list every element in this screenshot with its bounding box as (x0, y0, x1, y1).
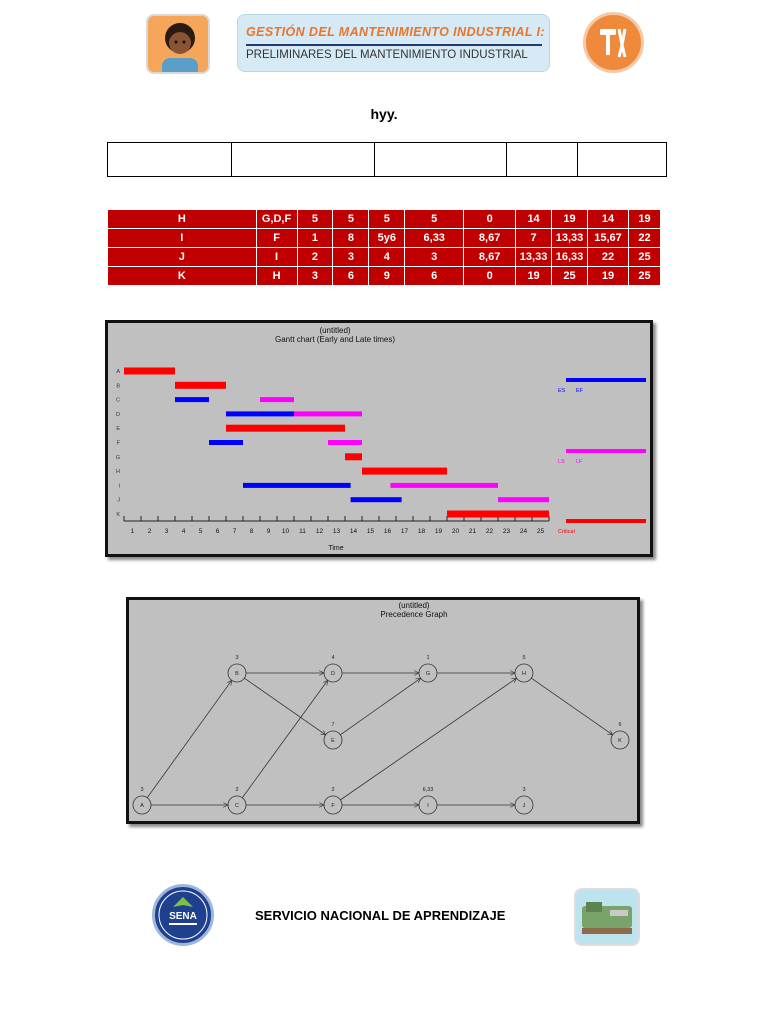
student-avatar-icon (146, 14, 210, 74)
precedence-edge (340, 678, 420, 735)
gantt-x-tick-label: 2 (147, 528, 152, 535)
gantt-bar-i (390, 483, 498, 488)
gantt-x-tick-label: 6 (215, 528, 220, 535)
table-cell: 25 (552, 267, 588, 286)
table-cell: 22 (588, 248, 629, 267)
gantt-x-tick-label: 1 (130, 528, 135, 535)
gantt-bar-c (175, 397, 209, 402)
gantt-subtitle: Gantt chart (Early and Late times) (274, 335, 396, 344)
gantt-bar-j (351, 497, 402, 502)
table-cell: K (108, 267, 257, 286)
sena-logo-icon (152, 884, 214, 946)
gantt-bar-a (124, 368, 175, 375)
activity-table (107, 209, 661, 286)
precedence-node-duration: 5 (522, 655, 526, 661)
gantt-x-tick-label: 7 (232, 528, 237, 535)
table-cell: 25 (628, 248, 660, 267)
precedence-node-label: C (235, 803, 239, 809)
precedence-node-duration: 3 (522, 787, 526, 793)
banner-divider (246, 44, 542, 46)
gantt-x-tick-label: 23 (502, 528, 511, 535)
table-cell: H (256, 267, 297, 286)
precedence-title: (untitled) (398, 601, 430, 610)
gantt-x-tick-label: 12 (315, 528, 324, 535)
precedence-node-duration: 6,33 (422, 787, 434, 793)
table-cell: 14 (516, 210, 552, 229)
lathe-machine-icon (574, 888, 640, 946)
table-cell (374, 143, 507, 177)
precedence-edge (340, 678, 516, 800)
table-row (108, 229, 661, 248)
gantt-x-tick-label: 17 (400, 528, 409, 535)
table-cell: 13,33 (552, 229, 588, 248)
table-cell (231, 143, 374, 177)
gantt-x-tick-label: 14 (349, 528, 358, 535)
gantt-x-tick-label: 22 (485, 528, 494, 535)
gantt-bar-d (226, 411, 294, 416)
table-cell: 6,33 (405, 229, 464, 248)
gantt-x-tick-label: 21 (468, 528, 477, 535)
sena-logo-text: SENA (169, 911, 197, 922)
table-cell: J (108, 248, 257, 267)
gantt-x-tick-label: 16 (383, 528, 392, 535)
gantt-task-label: G (115, 454, 120, 461)
precedence-edge (242, 680, 327, 797)
precedence-node-label: G (425, 671, 431, 677)
precedence-node-label: B (235, 671, 239, 677)
table-cell: I (108, 229, 257, 248)
table-cell: 5 (405, 210, 464, 229)
table-row (108, 267, 661, 286)
table-cell: 19 (552, 210, 588, 229)
table-row (108, 143, 667, 177)
table-cell: H (108, 210, 257, 229)
table-cell: 3 (405, 248, 464, 267)
gantt-task-label: C (116, 397, 120, 404)
table-cell: G,D,F (256, 210, 297, 229)
gantt-bar-g (345, 453, 362, 460)
table-cell: 0 (464, 210, 516, 229)
precedence-node-label: F (331, 803, 335, 809)
gantt-title: (untitled) (319, 326, 351, 335)
precedence-edge (244, 678, 325, 735)
precedence-graph-svg (129, 600, 637, 821)
gantt-task-label: H (116, 469, 120, 476)
table-cell: 6 (333, 267, 369, 286)
gantt-x-tick-label: 3 (164, 528, 169, 535)
gantt-x-tick-label: 25 (536, 528, 545, 535)
gantt-task-label: B (116, 383, 120, 390)
gantt-task-label: F (116, 440, 120, 447)
gantt-task-label: D (116, 411, 120, 418)
table-cell: 7 (516, 229, 552, 248)
gantt-bar-f (328, 440, 362, 445)
table-cell: 5 (369, 210, 405, 229)
gantt-x-tick-label: 15 (366, 528, 375, 535)
precedence-node-label: K (618, 738, 622, 744)
table-cell: 4 (369, 248, 405, 267)
gantt-legend-label: ES (558, 388, 566, 394)
gantt-x-tick-label: 11 (299, 528, 306, 535)
table-cell (108, 143, 232, 177)
table-cell (578, 143, 667, 177)
gantt-legend-swatch (566, 449, 646, 453)
precedence-node-label: I (427, 803, 429, 809)
precedence-node-label: D (331, 671, 335, 677)
table-cell: 22 (628, 229, 660, 248)
banner-title: GESTIÓN DEL MANTENIMIENTO INDUSTRIAL I: (246, 25, 545, 39)
gantt-chart (105, 320, 653, 557)
gantt-task-label: E (116, 426, 120, 433)
table-cell: 8,67 (464, 248, 516, 267)
gantt-legend-swatch (566, 519, 646, 523)
table-cell: 2 (297, 248, 333, 267)
page-heading: hyy. (370, 106, 398, 122)
table-cell: 14 (588, 210, 629, 229)
gantt-task-label: I (118, 483, 120, 490)
table-cell: 5 (333, 210, 369, 229)
empty-table (107, 142, 667, 177)
table-cell: 1 (297, 229, 333, 248)
gantt-chart-svg (108, 323, 650, 554)
gantt-x-tick-label: 5 (198, 528, 203, 535)
precedence-node-label: J (522, 803, 526, 809)
table-cell: 19 (588, 267, 629, 286)
gantt-legend-label: LS (558, 459, 565, 465)
precedence-graph (126, 597, 640, 824)
gantt-x-tick-label: 19 (434, 528, 443, 535)
precedence-node-duration: 4 (331, 655, 335, 661)
gantt-legend-label: Critical (558, 529, 575, 535)
gantt-legend-label: LF (576, 459, 583, 465)
gantt-x-tick-label: 10 (281, 528, 290, 535)
table-cell (507, 143, 578, 177)
table-cell: 8,67 (464, 229, 516, 248)
course-banner (237, 14, 550, 72)
gantt-legend-swatch (566, 378, 646, 382)
precedence-node-label: H (522, 671, 526, 677)
table-cell: 13,33 (516, 248, 552, 267)
precedence-node-duration: 7 (331, 722, 335, 728)
gantt-bar-h (362, 468, 447, 475)
table-cell: 16,33 (552, 248, 588, 267)
table-cell: 19 (628, 210, 660, 229)
gantt-bar-i (243, 483, 351, 488)
table-cell: 3 (297, 267, 333, 286)
gantt-bar-f (209, 440, 243, 445)
precedence-node-duration: 3 (140, 787, 144, 793)
table-cell: 8 (333, 229, 369, 248)
table-row (108, 210, 661, 229)
table-cell: 15,67 (588, 229, 629, 248)
precedence-subtitle: Precedence Graph (380, 610, 448, 619)
gantt-bar-k (447, 511, 549, 518)
precedence-node-duration: 1 (426, 655, 430, 661)
gantt-x-tick-label: 9 (266, 528, 271, 535)
hammer-pliers-icon (583, 12, 644, 73)
footer-title: SERVICIO NACIONAL DE APRENDIZAJE (255, 908, 506, 923)
precedence-node-duration: 2 (235, 787, 239, 793)
table-cell: 3 (333, 248, 369, 267)
precedence-node-duration: 6 (618, 722, 622, 728)
table-cell: 5y6 (369, 229, 405, 248)
gantt-bar-b (175, 382, 226, 389)
gantt-task-label: A (116, 369, 120, 375)
table-cell: 9 (369, 267, 405, 286)
banner-subtitle: PRELIMINARES DEL MANTENIMIENTO INDUSTRIAL (246, 49, 528, 61)
gantt-x-tick-label: 8 (249, 528, 254, 535)
table-cell: 19 (516, 267, 552, 286)
precedence-node-duration: 2 (331, 787, 335, 793)
table-cell: 0 (464, 267, 516, 286)
table-row (108, 248, 661, 267)
table-cell: I (256, 248, 297, 267)
precedence-edge (147, 680, 231, 797)
gantt-x-tick-label: 4 (181, 528, 186, 535)
precedence-edge (531, 678, 612, 735)
gantt-x-tick-label: 13 (332, 528, 341, 535)
table-cell: F (256, 229, 297, 248)
gantt-bar-j (498, 497, 549, 502)
precedence-node-duration: 3 (235, 655, 239, 661)
gantt-task-label: K (116, 512, 120, 518)
gantt-task-label: J (117, 497, 120, 504)
table-cell: 5 (297, 210, 333, 229)
precedence-node-label: E (331, 738, 335, 744)
gantt-legend-label: EF (576, 388, 584, 394)
gantt-x-axis-label: Time (328, 545, 344, 552)
gantt-x-tick-label: 20 (451, 528, 460, 535)
gantt-bar-e (226, 425, 345, 432)
gantt-x-tick-label: 18 (417, 528, 426, 535)
gantt-x-tick-label: 24 (519, 528, 528, 535)
gantt-bar-d (294, 411, 362, 416)
precedence-node-label: A (140, 803, 144, 809)
table-cell: 25 (628, 267, 660, 286)
table-cell: 6 (405, 267, 464, 286)
gantt-bar-c (260, 397, 294, 402)
